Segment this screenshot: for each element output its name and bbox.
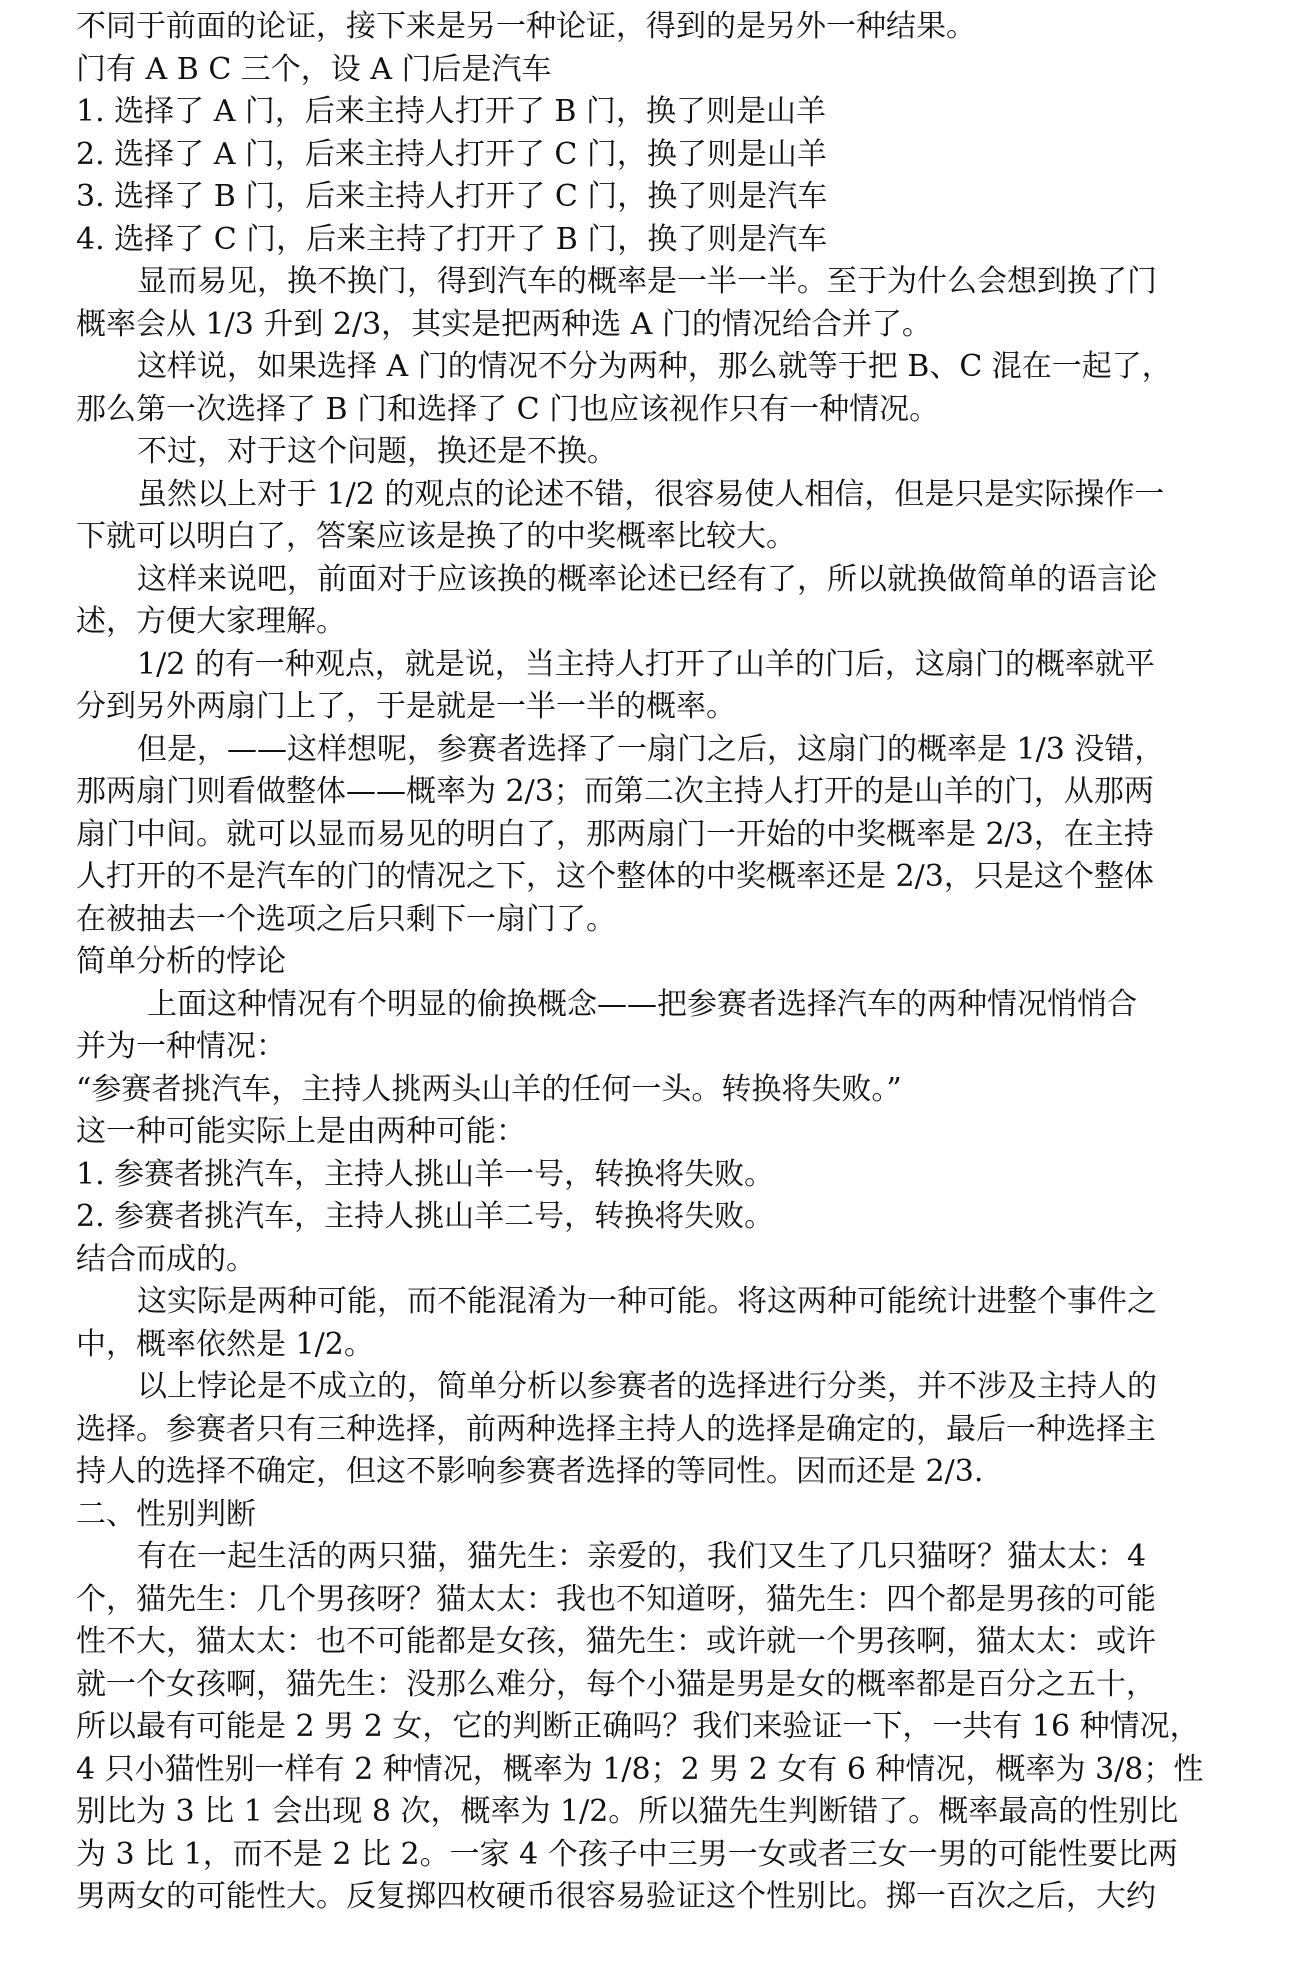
text-line: 虽然以上对于 1/2 的观点的论述不错，很容易使人相信，但是只是实际操作一 (137, 476, 1165, 512)
text-line: “参赛者挑汽车，主持人挑两头山羊的任何一头。转换将失败。” (76, 1071, 902, 1107)
text-line: 结合而成的。 (76, 1241, 256, 1277)
text-line: 别比为 3 比 1 会出现 8 次，概率为 1/2。所以猫先生判断错了。概率最高的性别比 (76, 1794, 1179, 1829)
text-line: 为 3 比 1，而不是 2 比 2。一家 4 个孩子中三男一女或者三女一男的可能性要比两 (76, 1836, 1178, 1872)
text-line: 扇门中间。就可以显而易见的明白了，那两扇门一开始的中奖概率是 2/3，在主持 (76, 816, 1154, 852)
text-line: 男两女的可能性大。反复掷四枚硬币很容易验证这个性别比。掷一百次之后，大约 (76, 1879, 1156, 1914)
text-line: 门有 A B C 三个，设 A 门后是汽车 (76, 51, 552, 87)
text-line: 这一种可能实际上是由两种可能： (76, 1114, 526, 1149)
text-line: 在被抽去一个选项之后只剩下一扇门了。 (76, 901, 616, 937)
text-line: 4. 选择了 C 门，后来主持了打开了 B 门，换了则是汽车 (76, 221, 828, 257)
text-line: 1/2 的有一种观点，就是说，当主持人打开了山羊的门后，这扇门的概率就平 (137, 646, 1155, 682)
text-line: 性不大，猫太太：也不可能都是女孩，猫先生：或许就一个男孩啊，猫太太：或许 (76, 1624, 1156, 1659)
text-line: 概率会从 1/3 升到 2/3，其实是把两种选 A 门的情况给合并了。 (76, 306, 932, 342)
text-line: 这样来说吧，前面对于应该换的概率论述已经有了，所以就换做简单的语言论 (137, 561, 1157, 597)
text-line: 以上悖论是不成立的，简单分析以参赛者的选择进行分类，并不涉及主持人的 (137, 1369, 1157, 1404)
text-line: 选择。参赛者只有三种选择，前两种选择主持人的选择是确定的，最后一种选择主 (76, 1411, 1156, 1447)
text-line: 2. 选择了 A 门，后来主持人打开了 C 门，换了则是山羊 (76, 136, 827, 172)
text-line: 不同于前面的论证，接下来是另一种论证，得到的是另外一种结果。 (76, 9, 976, 44)
text-line: 这实际是两种可能，而不能混淆为一种可能。将这两种可能统计进整个事件之 (137, 1284, 1157, 1319)
text-line: 显而易见，换不换门，得到汽车的概率是一半一半。至于为什么会想到换了门 (137, 264, 1157, 299)
text-line: 有在一起生活的两只猫，猫先生：亲爱的，我们又生了几只猫呀？猫太太：4 (137, 1539, 1147, 1574)
text-line: 人打开的不是汽车的门的情况之下，这个整体的中奖概率还是 2/3，只是这个整体 (76, 859, 1154, 894)
text-line: 持人的选择不确定，但这不影响参赛者选择的等同性。因而还是 2/3. (76, 1454, 984, 1489)
text-line: 2. 参赛者挑汽车，主持人挑山羊二号，转换将失败。 (76, 1199, 775, 1234)
text-line: 就一个女孩啊，猫先生：没那么难分，每个小猫是男是女的概率都是百分之五十， (76, 1666, 1156, 1702)
text-line: 那两扇门则看做整体——概率为 2/3；而第二次主持人打开的是山羊的门，从那两 (76, 774, 1154, 809)
text-line: 下就可以明白了，答案应该是换了的中奖概率比较大。 (76, 519, 796, 554)
text-line: 简单分析的悖论 (76, 944, 286, 979)
text-line: 并为一种情况： (76, 1029, 286, 1064)
text-line: 个，猫先生：几个男孩呀？猫太太：我也不知道呀，猫先生：四个都是男孩的可能 (76, 1581, 1156, 1617)
text-line: 这样说，如果选择 A 门的情况不分为两种，那么就等于把 B、C 混在一起了， (137, 349, 1172, 384)
text-line: 那么第一次选择了 B 门和选择了 C 门也应该视作只有一种情况。 (76, 391, 940, 427)
text-line: 所以最有可能是 2 男 2 女，它的判断正确吗？我们来验证一下，一共有 16 种情况， (76, 1709, 1200, 1744)
text-line: 1. 选择了 A 门，后来主持人打开了 B 门，换了则是山羊 (76, 94, 827, 129)
text-line: 但是，——这样想呢，参赛者选择了一扇门之后，这扇门的概率是 1/3 没错， (137, 731, 1165, 767)
text-line: 述，方便大家理解。 (76, 604, 346, 639)
text-line: 上面这种情况有个明显的偷换概念——把参赛者选择汽车的两种情况悄悄合 (147, 986, 1137, 1022)
text-line: 3. 选择了 B 门，后来主持人打开了 C 门，换了则是汽车 (76, 179, 828, 214)
text-line: 1. 参赛者挑汽车，主持人挑山羊一号，转换将失败。 (76, 1156, 775, 1192)
text-line: 二、性别判断 (76, 1496, 256, 1532)
text-line: 中，概率依然是 1/2。 (76, 1326, 374, 1362)
text-line: 不过，对于这个问题，换还是不换。 (137, 434, 617, 469)
text-line: 4 只小猫性别一样有 2 种情况，概率为 1/8；2 男 2 女有 6 种情况，概率为 3/8；性 (76, 1751, 1204, 1787)
text-line: 分到另外两扇门上了，于是就是一半一半的概率。 (76, 689, 736, 724)
